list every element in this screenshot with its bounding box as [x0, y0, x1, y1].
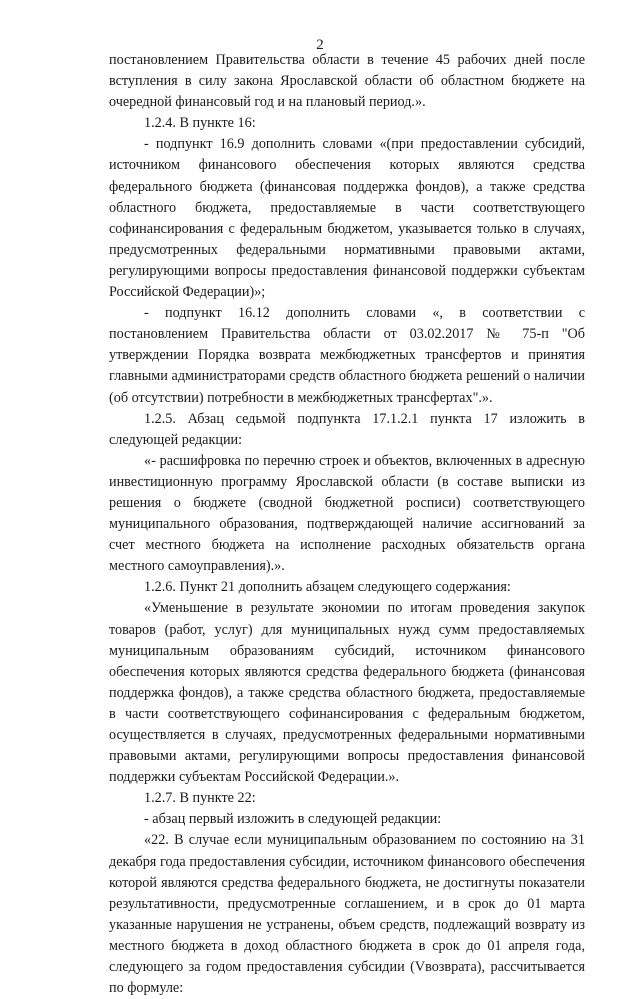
paragraph-quote-17: «- расшифровка по перечню строек и объектов, включенных в адресную инвестиционную программу Ярославской области (в составе выписки из решения о бюджете (сводной бюджетной росписи) соответствующего муниципального образования, подтверждающей наличие ассигнований за счет местного бюджета на исполнение расходных обязательств органа местного самоуправления).».	[109, 452, 585, 575]
paragraph-quote-22: «22. В случае если муниципальным образованием по состоянию на 31 декабря года предоставления субсидии, источником финансового обеспечения которой являются средства федерального бюджета, не достигнуты показатели результативности, предусмотренные соглашением, и в срок до 01 марта указанные нарушения не устранены, объем средств, подлежащий возврату из местного бюджета в доход областного бюджета в срок до 01 апреля года, следующего за годом предоставления субсидии (Vвозврата), рассчитывается по формуле:	[109, 832, 585, 997]
paragraph-1-2-5: 1.2.5. Абзац седьмой подпункта 17.1.2.1 пункта 17 изложить в следующей редакции:	[109, 410, 585, 448]
paragraph-quote-21: «Уменьшение в результате экономии по итогам проведения закупок товаров (работ, услуг) для муниципальных нужд сумм предоставляемых муниципальным образованиям субсидий, источником финансового обеспечения которых являются средства федерального бюджета (финансовая поддержка фондов), а также средства областного бюджета, предоставляемые в части соответствующего софинансирования с федеральным бюджетом, осуществляется в случаях, предусмотренных федеральными нормативными правовыми актами, регулирующими вопросы предоставления финансовой поддержки субъектам Российской Федерации.».	[109, 600, 585, 786]
paragraph-first-abzac: - абзац первый изложить в следующей редакции:	[144, 811, 442, 828]
paragraph-continuation: постановлением Правительства области в течение 45 рабочих дней после вступления в силу закона Ярославской области об областном бюджете на очередной финансовый год и на плановый период.».	[109, 52, 585, 111]
paragraph-1-2-7: 1.2.7. В пункте 22:	[144, 790, 256, 807]
document-body	[109, 50, 585, 999]
paragraph-subpoint-16-12: - подпункт 16.12 дополнить словами «, в соответствии с постановлением Правительства области от 03.02.2017 № 75-п "Об утверждении Порядка возврата межбюджетных трансфертов и принятия главными администраторами средств областного бюджета решений о наличии (об отсутствии) потребности в межбюджетных трансфертах".».	[109, 305, 585, 406]
paragraph-subpoint-16-9: - подпункт 16.9 дополнить словами «(при предоставлении субсидий, источником финансового обеспечения которых являются средства федерального бюджета (финансовая поддержка фондов), а также средства областного бюджета, предоставляемые в части соответствующего софинансирования с федеральным бюджетом, указывается только в случаях, предусмотренных федеральными нормативными правовыми актами, регулирующими вопросы предоставления финансовой поддержки субъектам Российской Федерации)»;	[109, 136, 585, 301]
page-number: 2	[316, 37, 324, 53]
paragraph-1-2-4: 1.2.4. В пункте 16:	[144, 115, 256, 132]
paragraph-1-2-6: 1.2.6. Пункт 21 дополнить абзацем следующего содержания:	[144, 579, 511, 596]
